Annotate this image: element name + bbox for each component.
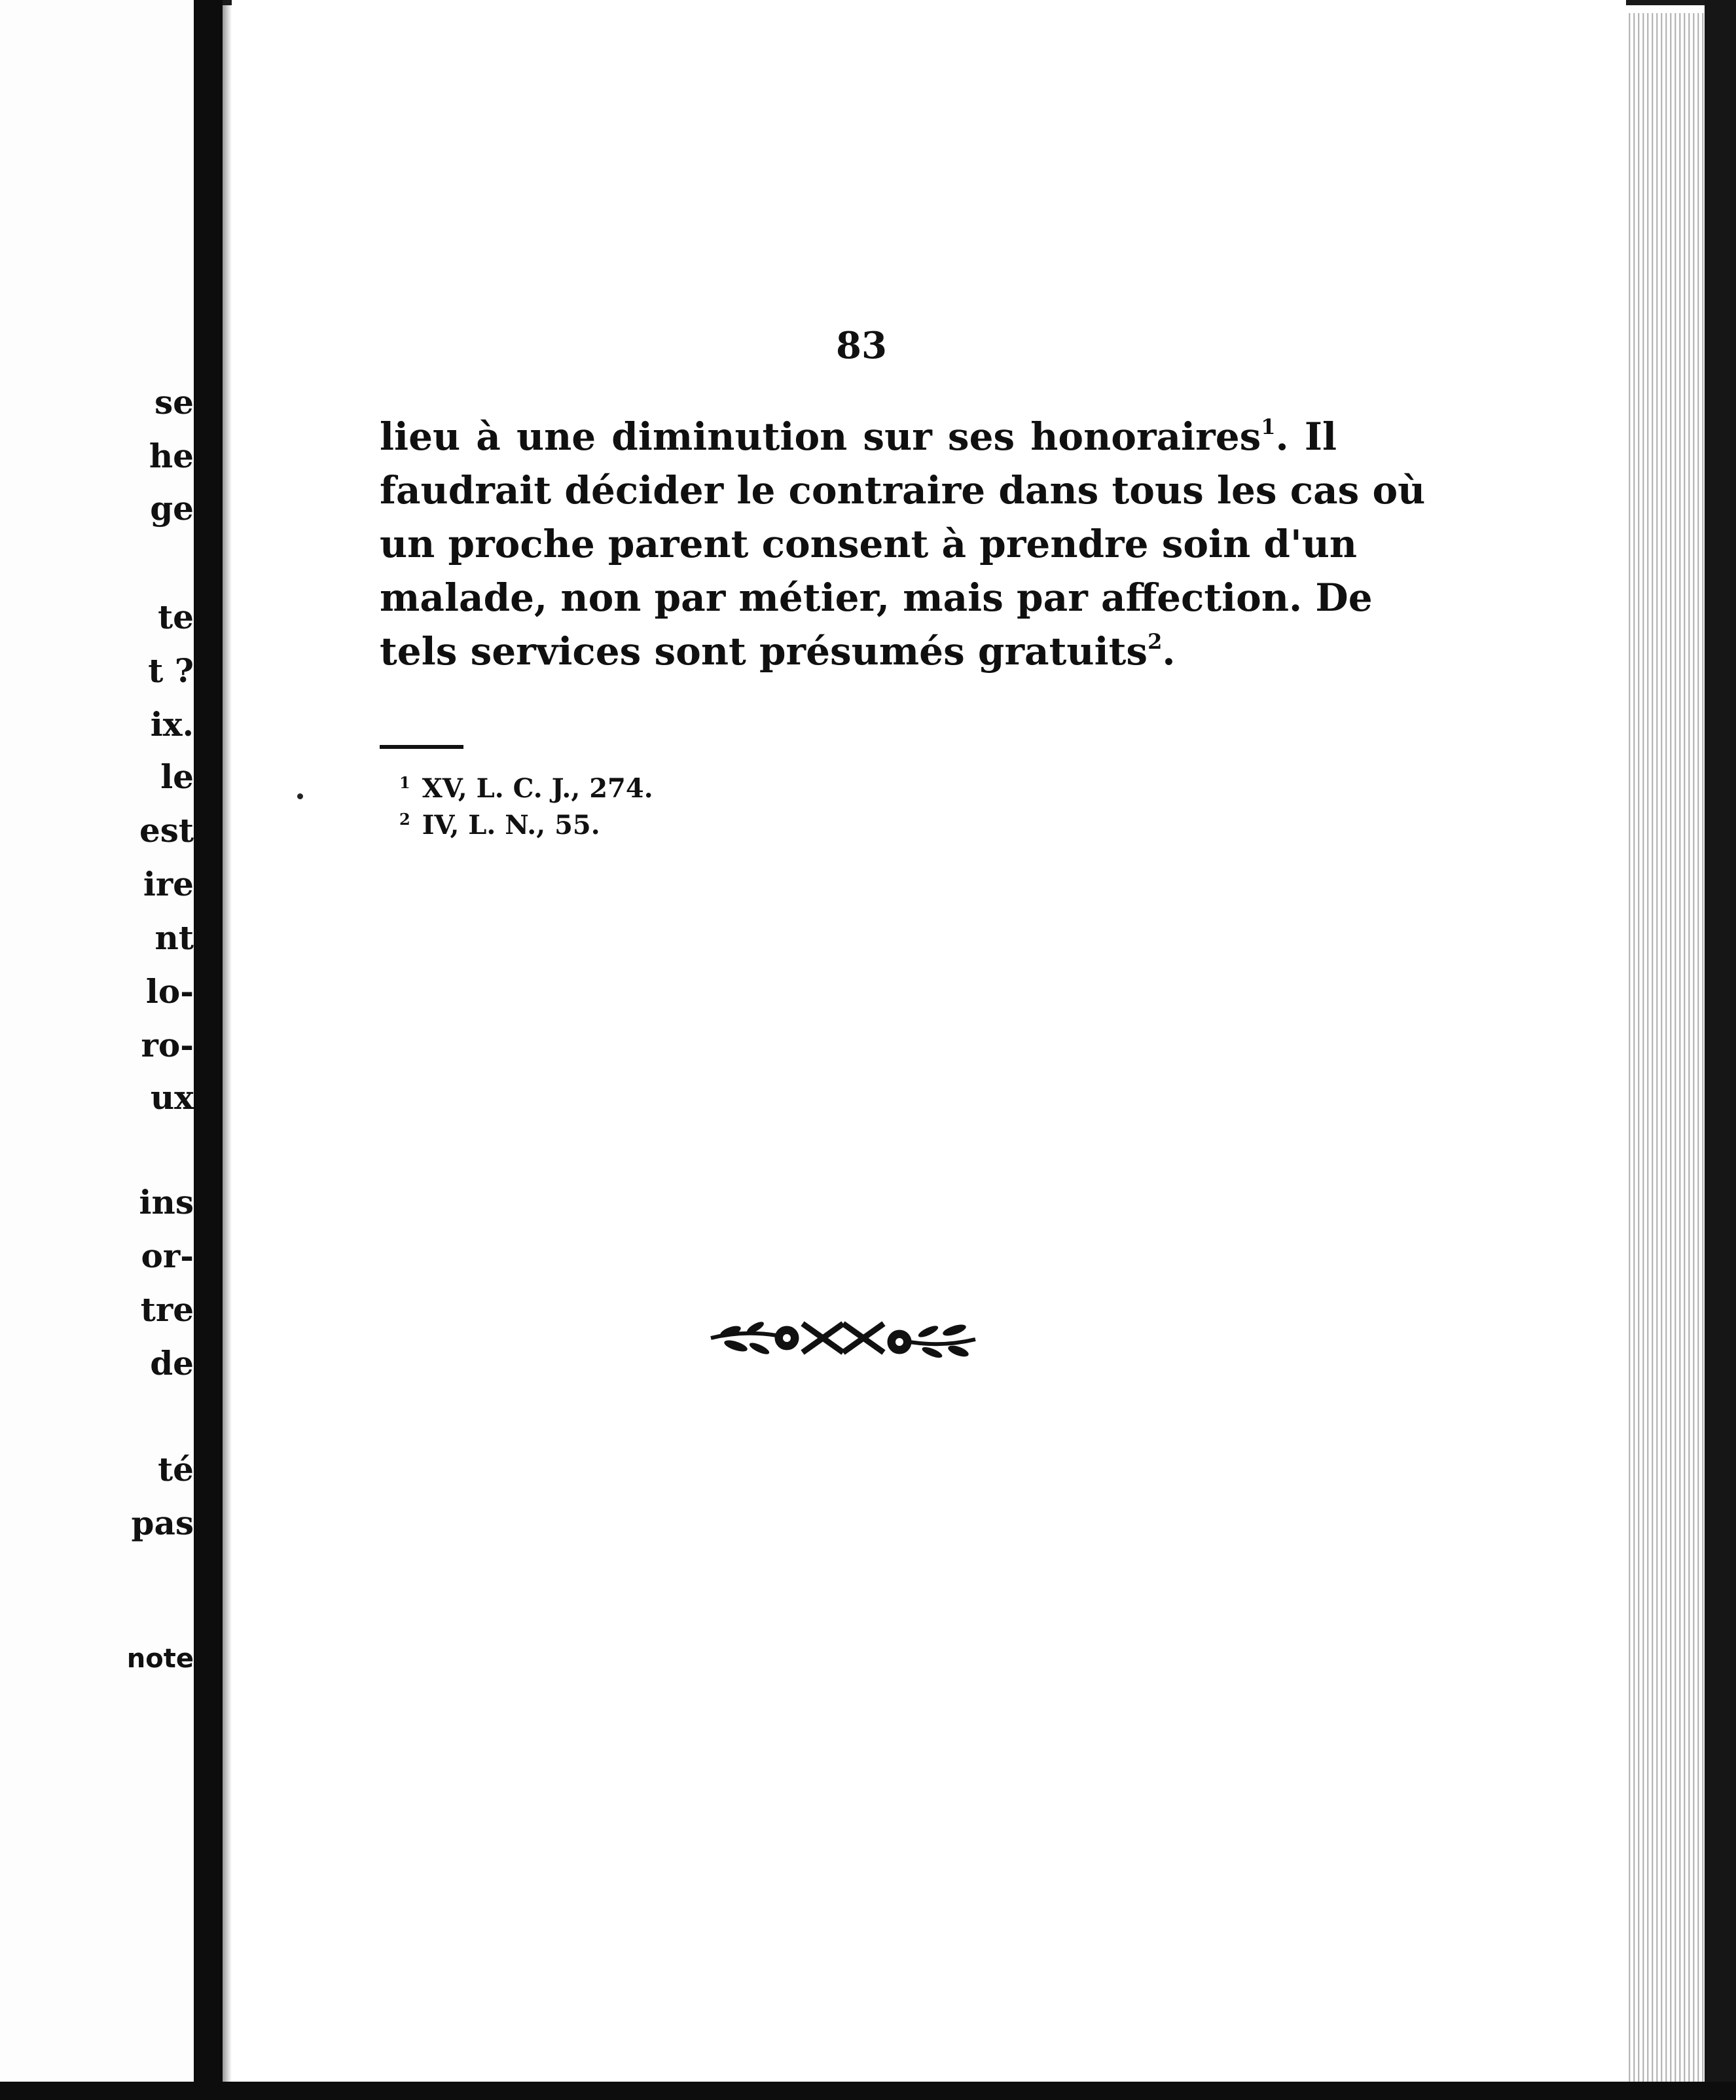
text-line: un proche parent consent à prendre soin d'un [380,522,1358,566]
bottom-scan-border [0,2082,1736,2100]
left-fragment: or- [141,1237,194,1275]
left-fragment: te [158,598,194,636]
gutter-shadow [223,0,232,2100]
right-scan-border [1705,0,1736,2100]
left-fragment: tre [140,1290,194,1329]
left-fragment: nt [154,918,194,957]
page-stack-edge [1626,13,1705,2082]
scan-speck [297,793,303,799]
left-fragment: est [139,811,194,850]
body-paragraph [380,410,1426,678]
left-fragment: se [154,383,194,422]
left-fragment: ro- [141,1026,194,1064]
footnote-rule [380,745,463,749]
left-fragment: ins [139,1183,194,1222]
page-number: 83 [836,324,887,367]
text-line: malade, non par métier, mais par affection. De [380,575,1373,620]
left-fragment: he [149,437,194,475]
left-fragment: pas [131,1504,194,1542]
text-line: lieu à une diminution sur ses honoraires$^1$. Il [380,414,1337,459]
left-fragment: lo- [145,972,194,1011]
left-fragment: ix. [150,705,194,744]
fleuron-ornament [704,1312,982,1371]
left-fragment: ux [150,1078,194,1117]
binding-gutter [194,0,223,2100]
footnotes [399,765,653,841]
left-fragment: té [158,1450,194,1489]
left-fragment: de [150,1344,194,1383]
book-page [232,0,1626,2082]
left-fragment: ire [143,865,194,903]
footnote: $^1$ XV, L. C. J., 274. [399,773,653,804]
footnote: $^2$ IV, L. N., 55. [399,810,600,841]
left-fragment: t ? [148,651,194,690]
left-fragment: note [126,1644,194,1674]
text-line: tels services sont présumés gratuits$^2$. [380,629,1176,674]
left-fragment: le [160,757,194,796]
text-line: faudrait décider le contraire dans tous les cas où [380,468,1426,513]
facing-page-left [0,0,194,2082]
left-fragment: ge [150,489,194,528]
